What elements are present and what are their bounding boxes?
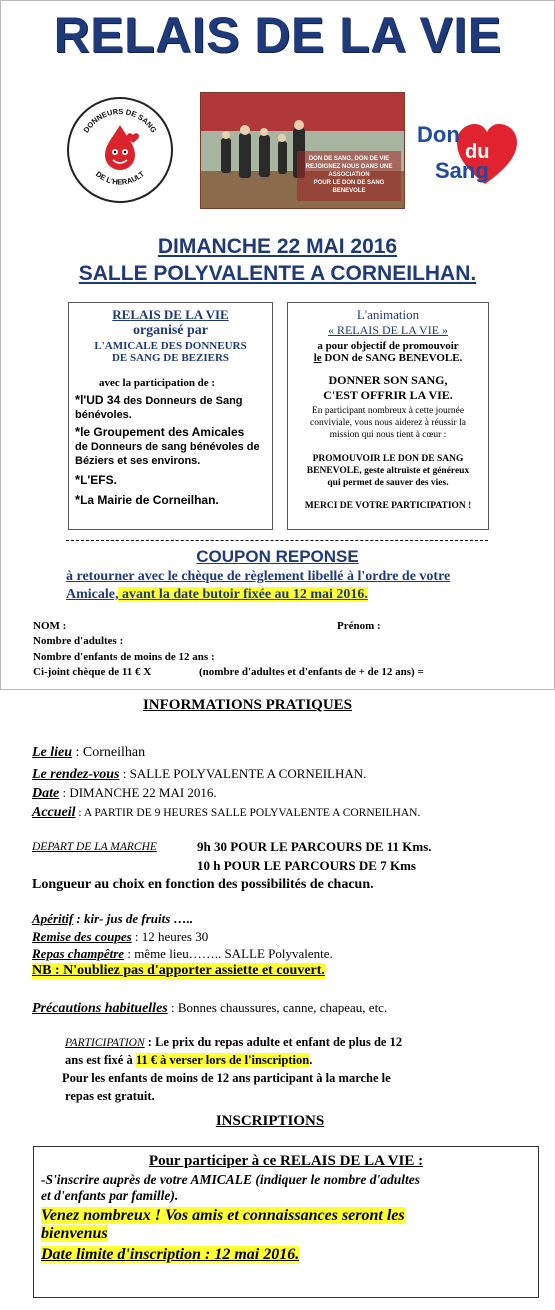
info-coupes-label: Remise des coupes [32,929,132,944]
info-participation-value: : Le prix du repas adulte et enfant de plus de 12 [144,1035,403,1049]
participant-4 [69,492,272,507]
participant-3-name: L'EFS. [80,473,117,487]
info-depart-label: DEPART DE LA MARCHE [32,841,157,853]
event-date: DIMANCHE 22 MAI 2016 [157,235,398,258]
organiser-box-organised: organisé par [132,323,209,338]
participant-1 [69,393,272,422]
bullet-star: * [75,472,81,487]
participant-2-desc: de Donneurs de sang bénévoles de [75,441,260,453]
inscriptions-line-3: Venez nombreux ! Vos amis et connaissances seront les [41,1207,405,1224]
inscriptions-line-4: bienvenus [41,1225,108,1242]
thanks-text: MERCI DE VOTRE PARTICIPATION ! [304,501,472,511]
animation-box [287,302,489,530]
animation-objective-don: DON de SANG BENEVOLE. [321,352,463,364]
walkers-photo [200,92,405,209]
inscriptions-line-5: Date limite d'inscription : 12 mai 2016. [41,1246,300,1263]
coupon-amicale: Amicale, [66,587,119,602]
info-rdv-value: : SALLE POLYVALENTE A CORNEILHAN. [119,766,367,781]
participant-2 [69,425,272,468]
photo-caption-line-2: REJOIGNEZ NOUS DANS UNE ASSOCIATION [305,164,393,178]
animation-objective-1: a pour objectif de promouvoir [317,340,459,352]
form-prenom-label: Prénom : [337,620,381,632]
info-aperitif-value: : kir- jus de fruits ….. [73,911,194,926]
info-date-label: Date [32,786,60,801]
info-children-2: repas est gratuit. [65,1089,155,1103]
form-adultes-label: Nombre d'adultes : [33,635,124,647]
form-nom-label: NOM : [33,620,67,632]
heart-icon [415,112,525,192]
info-precautions [32,1000,387,1017]
participant-2-name: le Groupement des Amicales [80,425,245,439]
organiser-name-1: L'AMICALE DES DONNEURS [94,340,247,352]
form-cheque-label: Ci-joint chèque de 11 € X [33,666,152,678]
participant-1-name: l'UD 34 [80,393,121,407]
organiser-name-2: DE SANG DE BEZIERS [111,352,230,364]
coupon-line-2 [66,587,368,603]
info-date [32,785,217,802]
info-participation-dot: . [309,1053,313,1067]
cut-line [66,540,488,541]
coupon-title: COUPON REPONSE [196,547,359,566]
info-coupes-value: : 12 heures 30 [131,929,209,944]
info-repas-value: : même lieu…….. SALLE Polyvalente. [124,946,333,961]
photo-caption [299,155,399,195]
inscriptions-box [33,1146,539,1298]
event-place: SALLE POLYVALENTE A CORNEILHAN. [78,262,477,285]
form-enfants-label: Nombre d'enfants de moins de 12 ans : [33,651,215,663]
participant-4-name: La Mairie de Corneilhan. [80,493,219,507]
inscriptions-line-1: -S'inscrire auprès de votre AMICALE (indiquer le nombre d'adultes [41,1172,421,1187]
organiser-box [68,302,273,530]
participation-line-3: mission qui nous tient à cœur : [329,430,447,440]
event-heading [0,233,555,287]
animation-title-1: L'animation [356,307,420,322]
promote-line-3: qui permet de sauver des vies. [327,478,449,488]
info-lieu-value: : Corneilhan [72,745,146,760]
participant-1-desc: des Donneurs de Sang [120,395,243,407]
info-precautions-label: Précautions habituelles [32,1001,168,1016]
logo-left-bottom-text: DE L'HERAULT [93,169,147,187]
animation-objective-2 [288,352,488,364]
info-children-1: Pour les enfants de moins de 12 ans participant à la marche le [62,1071,391,1085]
info-title: INFORMATIONS PRATIQUES [142,697,353,713]
logo-right-word-3: Sang [435,158,489,183]
bullet-star: * [75,424,81,439]
logo-right-word-2: du [465,141,490,163]
blood-drop-icon [69,99,171,201]
promote-line-1: PROMOUVOIR LE DON DE SANG [312,454,464,464]
donneurs-de-sang-logo [67,97,173,203]
info-repas [32,946,333,962]
participant-1-desc-2: bénévoles. [75,409,132,421]
info-rdv [32,766,366,783]
page-title: RELAIS DE LA VIE [53,7,502,63]
inscriptions-title: INSCRIPTIONS [215,1113,325,1129]
logo-left-top-text: DONNEURS DE SANG [81,106,159,135]
info-aperitif [32,911,193,927]
info-date-value: : DIMANCHE 22 MAI 2016. [59,785,217,800]
info-precautions-value: : Bonnes chaussures, canne, chapeau, etc. [167,1000,388,1015]
info-rdv-label: Le rendez-vous [32,767,120,782]
info-accueil-label: Accueil [32,805,76,820]
info-lieu-label: Le lieu [32,745,73,760]
photo-caption-line-1: DON DE SANG, DON DE VIE [308,156,390,162]
participation-line-1: En participant nombreux à cette journée [311,406,465,416]
info-longueur: Longueur au choix en fonction des possibilités de chacun. [32,877,374,892]
info-accueil [32,805,420,821]
info-participation-label: PARTICIPATION [65,1037,145,1049]
info-accueil-value: : A PARTIR DE 9 HEURES SALLE POLYVALENTE A CORNEILHAN. [75,807,421,819]
coupon-line-1: à retourner avec le chèque de règlement libellé à l'ordre de votre [66,569,451,584]
promote-line-2: BENEVOLE, geste altruiste et généreux [306,466,470,476]
info-aperitif-label: Apéritif [32,911,74,926]
inscriptions-line-5-wrap [34,1246,538,1264]
give-blood-1: DONNER SON SANG, [328,373,448,387]
photo-caption-line-3: POUR LE DON DE SANG BENEVOLE [313,180,385,194]
inscriptions-line-2: et d'enfants par famille). [41,1188,179,1203]
svg-text:DE L'HERAULT [94,169,146,186]
participant-3 [69,472,272,487]
coupon-deadline: avant la date butoir fixée au 12 mai 2016. [118,587,368,602]
participation-intro: avec la participation de : [99,377,216,389]
give-blood-2: C'EST OFFRIR LA VIE. [323,388,453,402]
logo-right-word-1: Don [417,122,460,147]
animation-objective-le: le [313,352,322,364]
form-cheque-detail: (nombre d'adultes et d'enfants de + de 12 ans) = [199,666,424,678]
info-depart-1: 9h 30 POUR LE PARCOURS DE 11 Kms. [197,839,432,854]
info-depart-2: 10 h POUR LE PARCOURS DE 7 Kms [197,858,416,873]
bullet-star: * [75,392,81,407]
participant-2-desc-2: Béziers et ses environs. [75,455,201,467]
info-lieu [32,745,145,761]
inscriptions-line-3-wrap [34,1207,538,1225]
info-repas-label: Repas champêtre [32,946,125,961]
promote-text [288,453,488,489]
animation-title-2: « RELAIS DE LA VIE » [327,323,449,337]
info-participation-price: 11 € à verser lors de l'inscription [135,1053,310,1067]
organiser-box-title: RELAIS DE LA VIE [112,307,229,322]
info-participation-1 [65,1035,402,1050]
don-du-sang-logo [415,112,525,192]
info-nb: NB : N'oubliez pas d'apporter assiette et couvert. [32,963,325,978]
info-coupes [32,929,208,945]
bullet-star: * [75,492,81,507]
inscriptions-box-title: Pour participer à ce RELAIS DE LA VIE : [148,1153,424,1169]
info-participation-price-intro: ans est fixé à [65,1053,136,1067]
inscriptions-line-4-wrap [34,1225,538,1243]
participation-line-2: conviviale, vous nous aiderez à réussir la [310,418,466,428]
participation-text [288,405,488,441]
info-participation-2 [65,1053,312,1068]
